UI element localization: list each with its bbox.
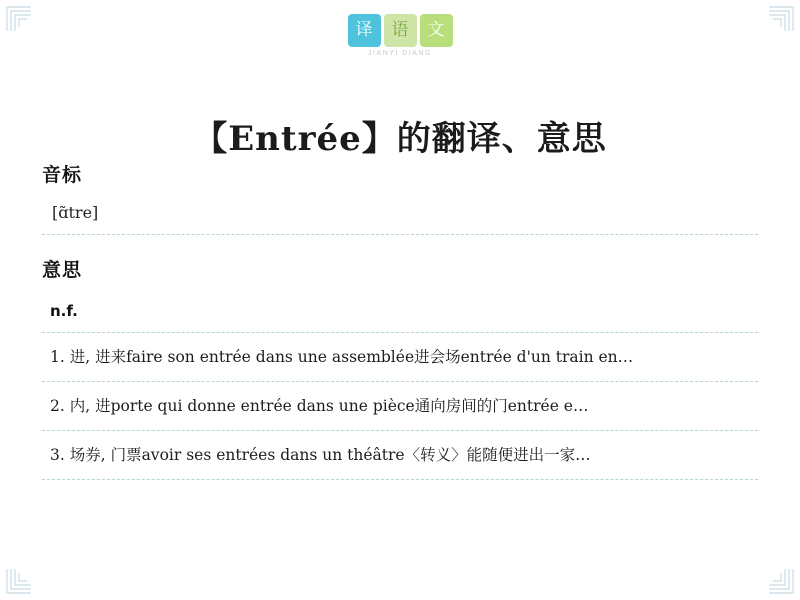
site-logo[interactable] <box>0 14 800 57</box>
sense-item: 3. 场券, 门票avoir ses entrées dans un théâtre〈转义〉能随便进出一家… <box>50 446 591 465</box>
entry-content <box>42 160 758 480</box>
part-of-speech: n.f. <box>50 302 78 320</box>
logo-subtitle: JIANYI DIANG <box>368 50 432 57</box>
page-title: 【Entrée】的翻译、意思 <box>193 118 607 159</box>
phonetic-heading: 音标 <box>42 164 83 186</box>
logo-block-2: 语 <box>384 14 417 47</box>
logo-block-1: 译 <box>348 14 381 47</box>
logo-block-3: 文 <box>420 14 453 47</box>
corner-ornament-bottom-right <box>768 568 794 594</box>
corner-ornament-bottom-left <box>6 568 32 594</box>
logo-blocks <box>348 14 453 47</box>
sense-item: 2. 内, 进porte qui donne entrée dans une pièce通向房间的门entrée e… <box>50 397 589 416</box>
spacer <box>42 235 758 255</box>
sense-item: 1. 进, 进来faire son entrée dans une assemblée进会场entrée d'un train en… <box>50 348 634 366</box>
phonetic-value: [ɑ̃tre] <box>52 203 99 222</box>
divider <box>42 479 758 480</box>
meaning-heading: 意思 <box>42 259 83 281</box>
